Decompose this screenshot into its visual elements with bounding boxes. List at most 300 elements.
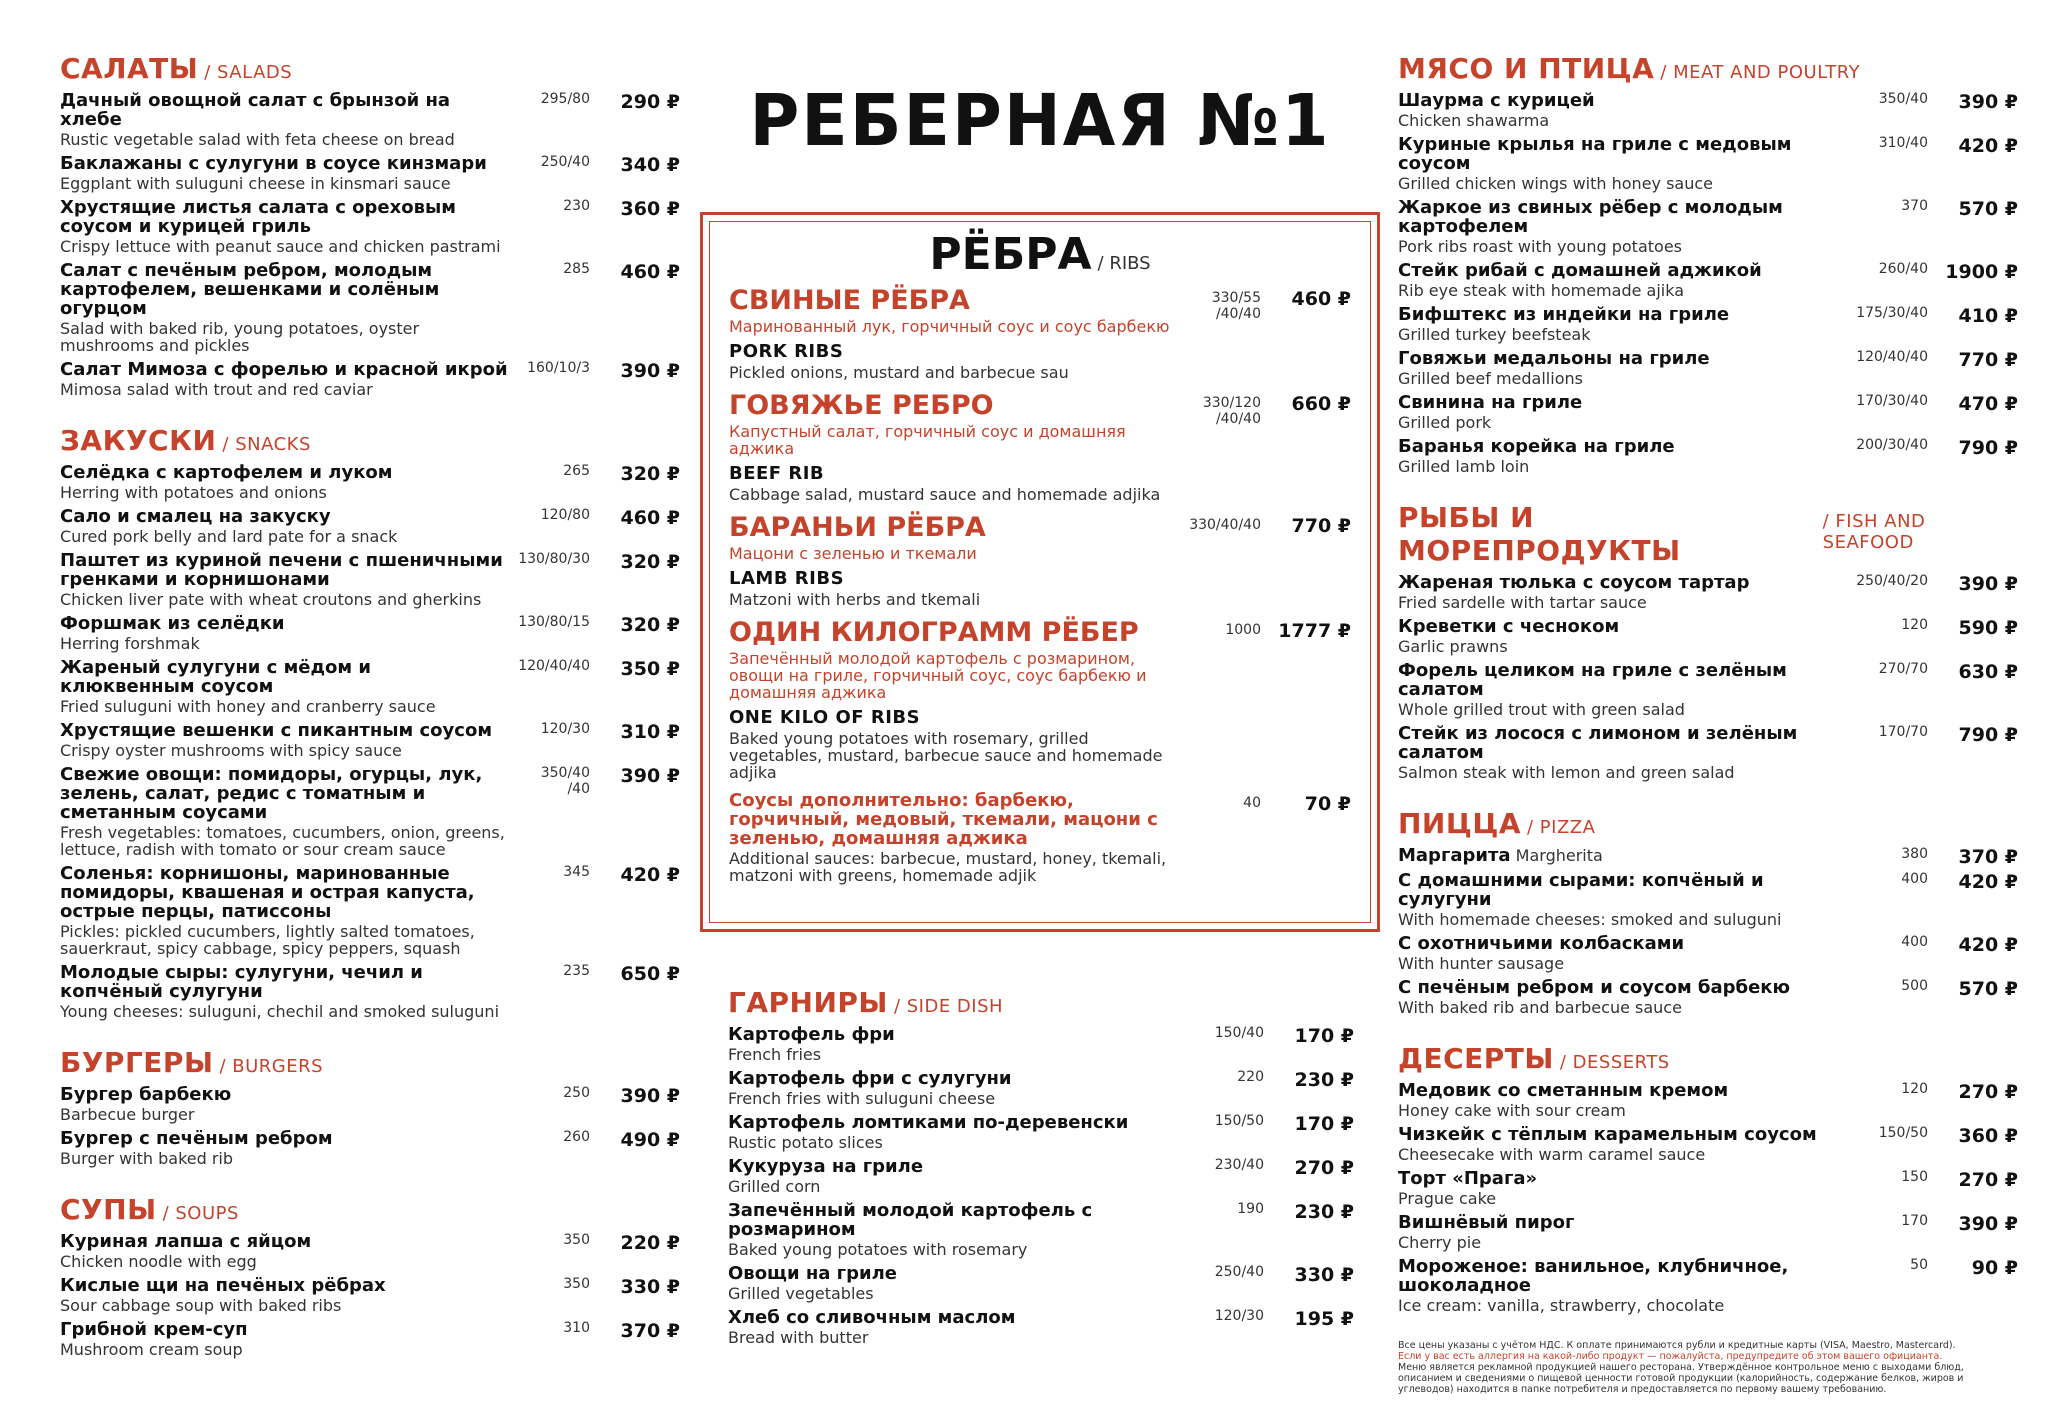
rib-desc-en: Baked young potatoes with rosemary, grilled vegetables, mustard, barbecue sauce and homemade adjika [729,729,1163,782]
item-name-ru: Свежие овощи: помидоры, огурцы, лук, зелень, салат, редис с томатным и сметанным соусами [60,764,483,823]
item-name-en: Fresh vegetables: tomatoes, cucumbers, onion, greens, lettuce, radish with tomato or sour cream sauce [60,823,505,859]
item-name-ru: Салат Мимоза с форелью и красной икрой [60,359,508,380]
menu-item [728,1308,1354,1346]
item-name-ru: С охотничьими колбасками [1398,933,1685,954]
item-price: 290 ₽ [620,91,680,113]
item-weight: 175/30/40 [1856,305,1928,321]
menu-item [60,1232,680,1270]
item-weight: 120/40/40 [518,658,590,674]
item-weight: 260 [563,1129,590,1145]
item-weight: 130/80/30 [518,551,590,567]
item-price: 420 ₽ [1958,934,2018,956]
item-name-ru: С домашними сырами: копчёный и сулугуни [1398,870,1764,910]
section-title: ЗАКУСКИ [60,424,217,457]
item-price: 390 ₽ [1958,1213,2018,1235]
item-price: 1900 ₽ [1945,261,2018,283]
menu-item [1398,724,2018,781]
menu-item [60,91,680,148]
section-subtitle: / BURGERS [219,1056,324,1077]
item-price: 195 ₽ [1294,1308,1354,1330]
item-weight: 50 [1910,1257,1928,1273]
section-soups [60,1193,680,1358]
item-name-ru: Селёдка с картофелем и луком [60,462,393,483]
item-weight: 1000 [1225,622,1261,638]
item-price: 370 ₽ [1958,846,2018,868]
item-name-en: Herring forshmak [60,634,200,653]
item-price: 490 ₽ [620,1129,680,1151]
menu-item [1398,393,2018,431]
item-name-en: Grilled turkey beefsteak [1398,325,1591,344]
item-name-en: Grilled corn [728,1177,821,1196]
rib-desc-ru: Маринованный лук, горчичный соус и соус барбекю [729,317,1170,336]
item-name-en: Salmon steak with lemon and green salad [1398,763,1735,782]
menu-item [1398,1169,2018,1207]
menu-item [1398,1257,2018,1314]
item-price: 570 ₽ [1958,978,2018,1000]
item-name-en: Chicken shawarma [1398,111,1550,130]
item-weight: 170/30/40 [1856,393,1928,409]
item-weight: 120/40/40 [1856,349,1928,365]
item-name-ru: Сало и смалец на закуску [60,506,331,527]
item-name-ru: Овощи на гриле [728,1263,897,1284]
item-price: 390 ₽ [1958,91,2018,113]
item-name-ru: Кислые щи на печёных рёбрах [60,1275,386,1296]
item-price: 340 ₽ [620,154,680,176]
item-weight: 150 [1901,1169,1928,1185]
rib-item [729,391,1351,503]
item-price: 370 ₽ [620,1320,680,1342]
item-name-en: Sour cabbage soup with baked ribs [60,1296,342,1315]
item-name-en: Fried sardelle with tartar sauce [1398,593,1647,612]
section-subtitle: / SOUPS [162,1203,239,1224]
item-price: 270 ₽ [1958,1081,2018,1103]
rib-item [729,286,1351,381]
item-name-ru: Картофель фри с сулугуни [728,1068,1012,1089]
menu-item [60,1085,680,1123]
item-name-ru: Хрустящие листья салата с ореховым соусом и курицей гриль [60,197,456,237]
item-weight: 120/80 [540,507,590,523]
item-name-ru: Хлеб со сливочным маслом [728,1307,1016,1328]
item-price: 220 ₽ [620,1232,680,1254]
item-price: 330 ₽ [1294,1264,1354,1286]
rib-name-en: ONE KILO OF RIBS [729,707,921,728]
item-name-ru: Салат с печёным ребром, молодым картофелем, вешенками и солёным огурцом [60,260,440,319]
menu-item [1398,661,2018,718]
item-name-en: Rustic potato slices [728,1133,883,1152]
section-fish [1398,501,2018,781]
section-salads [60,52,680,398]
item-name-en: Chicken noodle with egg [60,1252,257,1271]
menu-item [60,1320,680,1358]
fineprint [1398,1340,2018,1395]
section-snacks [60,424,680,1020]
item-name-en: With hunter sausage [1398,954,1565,973]
item-weight: 250 [563,1085,590,1101]
item-weight: 250/40/20 [1856,573,1928,589]
menu-item [1398,573,2018,611]
item-price: 390 ₽ [620,1085,680,1107]
section-title: ГАРНИРЫ [728,986,888,1019]
item-price: 350 ₽ [620,658,680,680]
item-name-ru: Молодые сыры: сулугуни, чечил и копчёный сулугуни [60,962,423,1002]
item-name-en: Bread with butter [728,1328,869,1347]
item-price: 270 ₽ [1294,1157,1354,1179]
item-price: 230 ₽ [1294,1201,1354,1223]
item-name-en: Grilled beef medallions [1398,369,1583,388]
section-title: СУПЫ [60,1193,157,1226]
rib-name-ru: ОДИН КИЛОГРАММ РЁБЕР [729,617,1139,648]
section-pizza [1398,807,2018,1016]
item-name-en: Honey cake with sour cream [1398,1101,1626,1120]
item-name-en-inline: Margherita [1510,846,1603,865]
item-weight: 170/70 [1878,724,1928,740]
section-title: РЫБЫ И МОРЕПРОДУКТЫ [1398,501,1681,567]
rib-item [729,618,1351,781]
item-weight: 150/40 [1214,1025,1264,1041]
item-name-ru: Дачный овощной салат с брынзой на хлебе [60,90,451,130]
item-price: 410 ₽ [1958,305,2018,327]
section-title: МЯСО И ПТИЦА [1398,52,1655,85]
menu-item [728,1157,1354,1195]
menu-item [60,507,680,545]
item-name-ru: Грибной крем-суп [60,1319,248,1340]
menu-item [60,721,680,759]
item-name-ru: Стейк рибай с домашней аджикой [1398,260,1762,281]
section-subtitle: / SNACKS [222,434,311,455]
rib-desc-ru: Мацони с зеленью и ткемали [729,544,977,563]
item-name-en: Baked young potatoes with rosemary [728,1240,1028,1259]
item-weight: 120 [1901,1081,1928,1097]
item-price: 390 ₽ [1958,573,2018,595]
menu-item [1398,261,2018,299]
item-weight: 370 [1901,198,1928,214]
item-price: 270 ₽ [1958,1169,2018,1191]
item-name-ru: Бургер барбекю [60,1084,232,1105]
sauces-item [729,791,1351,884]
rib-name-ru: БАРАНЬИ РЁБРА [729,512,986,543]
item-price: 460 ₽ [620,507,680,529]
item-price: 360 ₽ [620,198,680,220]
item-name-en: Pickles: pickled cucumbers, lightly salted tomatoes, sauerkraut, spicy cabbage, spicy peppers, squash [60,922,475,958]
item-name-ru: Бифштекс из индейки на гриле [1398,304,1730,325]
ribs-frame [700,212,1380,932]
menu-item [60,963,680,1020]
menu-item [728,1069,1354,1107]
item-name-ru: Вишнёвый пирог [1398,1212,1575,1233]
item-weight: 345 [563,864,590,880]
item-weight: 220 [1237,1069,1264,1085]
item-name-ru: Креветки с чесноком [1398,616,1620,637]
item-name-en: Eggplant with suluguni cheese in kinsmari sauce [60,174,451,193]
item-name-en: Cheesecake with warm caramel sauce [1398,1145,1706,1164]
section-subtitle: / PIZZA [1527,817,1596,838]
item-name-ru: Говяжьи медальоны на гриле [1398,348,1710,369]
item-weight: 285 [563,261,590,277]
item-name-ru: Хрустящие вешенки с пикантным соусом [60,720,493,741]
item-price: 320 ₽ [620,463,680,485]
item-weight: 350/40 [1878,91,1928,107]
item-weight: 380 [1901,846,1928,862]
rib-name-en: LAMB RIBS [729,568,845,589]
item-name-ru: Маргарита Margherita [1398,845,1603,866]
item-name-ru: Медовик со сметанным кремом [1398,1080,1729,1101]
menu-item [1398,437,2018,475]
section-subtitle: / DESSERTS [1559,1052,1670,1073]
item-name-ru: Жаркое из свиных рёбер с молодым картофелем [1398,197,1783,237]
item-weight: 350 [563,1232,590,1248]
item-name-en: Prague cake [1398,1189,1497,1208]
item-weight: 120/30 [1214,1308,1264,1324]
item-name-en: Young cheeses: suluguni, chechil and smoked suluguni [60,1002,500,1021]
item-name-en: Crispy lettuce with peanut sauce and chicken pastrami [60,237,501,256]
menu-item [728,1113,1354,1151]
section-meat [1398,52,2018,475]
item-name-en: Garlic prawns [1398,637,1508,656]
item-price: 470 ₽ [1958,393,2018,415]
item-weight: 500 [1901,978,1928,994]
menu-item [1398,349,2018,387]
item-price: 590 ₽ [1958,617,2018,639]
item-name-ru: Картофель фри [728,1024,895,1045]
item-name-en: Burger with baked rib [60,1149,234,1168]
menu-item [1398,305,2018,343]
menu-item [1398,135,2018,192]
item-weight: 190 [1237,1201,1264,1217]
item-name-en: With homemade cheeses: smoked and suluguni [1398,910,1782,929]
item-weight: 260/40 [1878,261,1928,277]
menu-item [1398,978,2018,1016]
item-weight: 350 [563,1276,590,1292]
menu-item [728,1264,1354,1302]
menu-item [60,658,680,715]
item-name-en: Grilled vegetables [728,1284,874,1303]
item-name-en: Cherry pie [1398,1233,1482,1252]
item-price: 390 ₽ [620,360,680,382]
rib-desc-en: Cabbage salad, mustard sauce and homemade adjika [729,485,1161,504]
menu-item [60,551,680,608]
item-price: 390 ₽ [620,765,680,787]
menu-item [1398,91,2018,129]
item-price: 1777 ₽ [1278,620,1351,642]
middle-column [700,52,1380,1372]
item-weight: 120 [1901,617,1928,633]
menu-item [728,1201,1354,1258]
item-name-en: Mimosa salad with trout and red caviar [60,380,373,399]
brand-logo [700,82,1380,172]
item-name-en: French fries with suluguni cheese [728,1089,996,1108]
menu-item [60,261,680,354]
menu-item [1398,934,2018,972]
section-title: САЛАТЫ [60,52,199,85]
menu-item [1398,1213,2018,1251]
item-weight: 150/50 [1878,1125,1928,1141]
brand-title: РЕБЕРНАЯ №1 [749,80,1331,163]
item-name-ru: Соленья: корнишоны, маринованные помидоры, квашеная и острая капуста, острые перцы, патиссоны [60,863,475,922]
menu-item [60,360,680,398]
item-price: 770 ₽ [1291,515,1351,537]
item-price: 420 ₽ [1958,871,2018,893]
item-name-ru: Жареный сулугуни с мёдом и клюквенным соусом [60,657,371,697]
menu-item [1398,1081,2018,1119]
item-price: 460 ₽ [620,261,680,283]
rib-desc-en: Matzoni with herbs and tkemali [729,590,981,609]
item-name-en: Cured pork belly and lard pate for a snack [60,527,398,546]
item-name-en: Whole grilled trout with green salad [1398,700,1685,719]
item-price: 460 ₽ [1291,288,1351,310]
item-name-en: Salad with baked rib, young potatoes, oyster mushrooms and pickles [60,319,420,355]
item-weight: 330/120 /40/40 [1202,395,1261,427]
section-title: ПИЦЦА [1398,807,1521,840]
item-name-ru: Стейк из лосося с лимоном и зелёным салатом [1398,723,1798,763]
item-weight: 250/40 [540,154,590,170]
menu-item [1398,871,2018,928]
item-name-en: Rib eye steak with homemade ajika [1398,281,1685,300]
item-name-en: Crispy oyster mushrooms with spicy sauce [60,741,402,760]
item-weight: 310 [563,1320,590,1336]
item-name-ru: Жареная тюлька с соусом тартар [1398,572,1750,593]
menu-item [1398,1125,2018,1163]
item-name-ru: С печёным ребром и соусом барбекю [1398,977,1791,998]
item-name-ru: Бургер с печёным ребром [60,1128,333,1149]
sauces-ru: Соусы дополнительно: барбекю, горчичный, медовый, ткемали, мацони с зеленью, домашняя аджика [729,790,1158,849]
item-name-en: Grilled pork [1398,413,1492,432]
menu-item [1398,617,2018,655]
item-name-en: Mushroom cream soup [60,1340,243,1359]
item-weight: 350/40 /40 [540,765,590,797]
right-column [1398,52,2018,1395]
rib-name-ru: СВИНЫЕ РЁБРА [729,285,970,316]
item-name-ru: Кукуруза на гриле [728,1156,924,1177]
item-weight: 130/80/15 [518,614,590,630]
item-price: 790 ₽ [1958,724,2018,746]
menu-item [60,1129,680,1167]
item-name-ru: Куриная лапша с яйцом [60,1231,312,1252]
item-weight: 330/40/40 [1189,517,1261,533]
item-price: 360 ₽ [1958,1125,2018,1147]
item-price: 320 ₽ [620,551,680,573]
item-price: 630 ₽ [1958,661,2018,683]
menu-item [60,864,680,957]
item-weight: 160/10/3 [527,360,590,376]
item-name-en: Barbecue burger [60,1105,195,1124]
item-weight: 400 [1901,871,1928,887]
section-title: ДЕСЕРТЫ [1398,1042,1554,1075]
rib-desc-en: Pickled onions, mustard and barbecue sau [729,363,1069,382]
item-weight: 295/80 [540,91,590,107]
item-price: 650 ₽ [620,963,680,985]
rib-name-en: PORK RIBS [729,341,844,362]
section-subtitle: / MEAT AND POULTRY [1660,62,1861,83]
item-name-ru: Куриные крылья на гриле с медовым соусом [1398,134,1792,174]
item-name-en: Ice cream: vanilla, strawberry, chocolate [1398,1296,1725,1315]
item-weight: 310/40 [1878,135,1928,151]
item-weight: 150/50 [1214,1113,1264,1129]
item-name-ru: Баранья корейка на гриле [1398,436,1675,457]
item-price: 310 ₽ [620,721,680,743]
item-name-en: Chicken liver pate with wheat croutons and gherkins [60,590,482,609]
section-title: РЁБРА [929,229,1092,280]
item-weight: 265 [563,463,590,479]
item-name-en: Fried suluguni with honey and cranberry sauce [60,697,436,716]
menu-item [60,463,680,501]
section-subtitle: / RIBS [1097,253,1151,274]
item-weight: 200/30/40 [1856,437,1928,453]
menu-item [60,614,680,652]
item-price: 170 ₽ [1294,1025,1354,1047]
item-name-ru: Шаурма с курицей [1398,90,1595,111]
section-desserts [1398,1042,2018,1314]
item-weight: 40 [1243,795,1261,811]
item-name-ru: Торт «Прага» [1398,1168,1538,1189]
ribs-list [729,286,1351,781]
item-weight: 235 [563,963,590,979]
item-weight: 230 [563,198,590,214]
item-price: 230 ₽ [1294,1069,1354,1091]
menu-item [1398,845,2018,868]
item-price: 320 ₽ [620,614,680,636]
item-name-ru: Мороженое: ванильное, клубничное, шоколадное [1398,1256,1789,1296]
section-sides [700,986,1380,1346]
item-name-en: Grilled lamb loin [1398,457,1530,476]
section-title: БУРГЕРЫ [60,1046,214,1079]
item-price: 70 ₽ [1304,793,1351,815]
item-name-ru: Картофель ломтиками по-деревенски [728,1112,1129,1133]
item-weight: 330/55 /40/40 [1211,290,1261,322]
menu-item [60,765,680,858]
item-name-en: French fries [728,1045,822,1064]
menu-item [1398,198,2018,255]
item-name-en: Grilled chicken wings with honey sauce [1398,174,1714,193]
fineprint-allergy: Если у вас есть аллергия на какой-либо продукт — пожалуйста, предупредите об этом вашего официанта. [1398,1351,1943,1362]
item-name-ru: Паштет из куриной печени с пшеничными гренками и корнишонами [60,550,503,590]
item-price: 420 ₽ [1958,135,2018,157]
item-price: 660 ₽ [1291,393,1351,415]
rib-desc-ru: Капустный салат, горчичный соус и домашняя аджика [729,422,1126,458]
item-weight: 120/30 [540,721,590,737]
item-name-ru: Форель целиком на гриле с зелёным салатом [1398,660,1787,700]
rib-desc-ru: Запечённый молодой картофель с розмарином, овощи на гриле, горчичный соус, соус барбекю и домашняя аджика [729,649,1147,702]
menu-item [60,1276,680,1314]
menu-item [60,154,680,192]
section-subtitle: / SALADS [204,62,293,83]
item-name-ru: Свинина на гриле [1398,392,1583,413]
item-weight: 250/40 [1214,1264,1264,1280]
item-weight: 170 [1901,1213,1928,1229]
rib-name-ru: ГОВЯЖЬЕ РЕБРО [729,390,994,421]
left-column [60,52,680,1384]
section-subtitle: / SIDE DISH [893,996,1004,1017]
item-name-en: Pork ribs roast with young potatoes [1398,237,1682,256]
section-subtitle: / FISH AND SEAFOOD [1822,511,1926,553]
item-price: 790 ₽ [1958,437,2018,459]
item-name-ru: Чизкейк с тёплым карамельным соусом [1398,1124,1817,1145]
item-name-en: Herring with potatoes and onions [60,483,327,502]
item-weight: 230/40 [1214,1157,1264,1173]
item-weight: 400 [1901,934,1928,950]
item-price: 570 ₽ [1958,198,2018,220]
item-price: 170 ₽ [1294,1113,1354,1135]
item-weight: 270/70 [1878,661,1928,677]
item-name-ru: Запечённый молодой картофель с розмарином [728,1200,1093,1240]
section-burgers [60,1046,680,1167]
sauces-en: Additional sauces: barbecue, mustard, honey, tkemali, matzoni with greens, homemade adjik [729,849,1167,885]
item-price: 420 ₽ [620,864,680,886]
item-name-ru: Баклажаны с сулугуни в соусе кинзмари [60,153,487,174]
item-price: 90 ₽ [1971,1257,2018,1279]
rib-item [729,513,1351,608]
item-name-ru: Форшмак из селёдки [60,613,285,634]
fineprint-line: Меню является рекламной продукцией нашего ресторана. Утверждённое контрольное меню с выходами блюд, описанием и сведениями о пищевой ценности готовой продукции (калорийность, содержание белков, жиров и углеводов) находится в папке потребителя и предоставляется по первому вашему требованию. [1398,1362,1964,1395]
